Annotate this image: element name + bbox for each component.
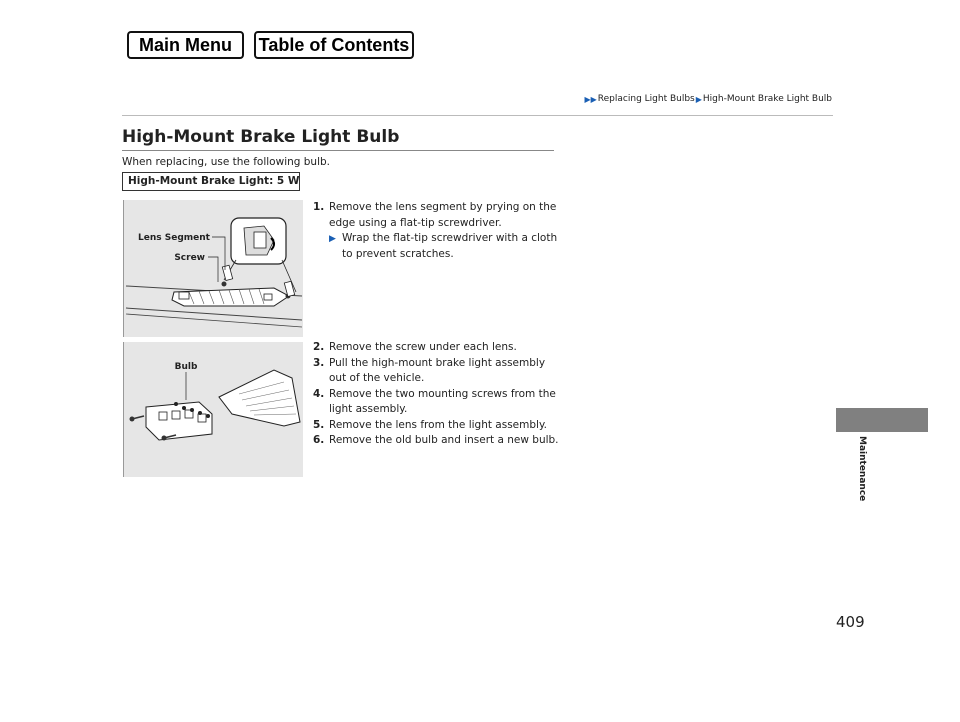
list-item (313, 387, 563, 418)
steps-list (313, 340, 563, 449)
bulb-label: Bulb (174, 362, 198, 372)
page-title: High-Mount Brake Light Bulb (122, 127, 554, 151)
step-text: Remove the two mounting screws from the light assembly. (329, 387, 556, 415)
list-item (313, 200, 563, 231)
screw-label: Screw (174, 253, 205, 263)
step-number: 2. (313, 341, 325, 353)
lens-segment-label: Lens Segment (138, 233, 210, 243)
step-text: Remove the lens segment by prying on the edge using a flat-tip screwdriver. (329, 201, 557, 229)
list-item (313, 418, 563, 434)
step-number: 5. (313, 418, 325, 431)
breadcrumb-item[interactable]: Replacing Light Bulbs (597, 94, 695, 104)
list-item (313, 340, 563, 356)
bulb-spec-box: High-Mount Brake Light: 5 W (122, 172, 300, 191)
bulb-replacement-illustration (123, 342, 303, 477)
step-number: 1. (313, 201, 325, 213)
header-divider (122, 115, 833, 116)
page-number: 409 (836, 613, 865, 631)
arrow-icon: ▶ (695, 94, 702, 104)
section-tab[interactable] (836, 408, 928, 432)
lens-removal-illustration (123, 200, 303, 337)
list-item (313, 433, 563, 449)
arrow-icon: ▶▶ (584, 94, 597, 104)
step-number: 6. (313, 434, 325, 446)
note-text: Wrap the flat-tip screwdriver with a cloth to prevent scratches. (342, 232, 558, 260)
list-item (313, 356, 563, 387)
step-number: 3. (313, 356, 325, 369)
steps-list (313, 200, 563, 262)
step-text: Remove the lens from the light assembly. (329, 418, 548, 431)
step-note (313, 231, 563, 262)
main-menu-button[interactable]: Main Menu (127, 31, 244, 59)
breadcrumb (560, 94, 832, 104)
step-text: Remove the old bulb and insert a new bulb. (329, 434, 559, 446)
section-label: Maintenance (857, 436, 867, 502)
step-number: 4. (313, 387, 325, 400)
step-text: Pull the high-mount brake light assembly out of the vehicle. (329, 356, 546, 384)
breadcrumb-item[interactable]: High-Mount Brake Light Bulb (702, 94, 832, 104)
step-text: Remove the screw under each lens. (329, 341, 517, 353)
table-of-contents-button[interactable]: Table of Contents (254, 31, 414, 59)
arrow-icon: ▶ (329, 234, 336, 244)
intro-text: When replacing, use the following bulb. (122, 156, 331, 168)
